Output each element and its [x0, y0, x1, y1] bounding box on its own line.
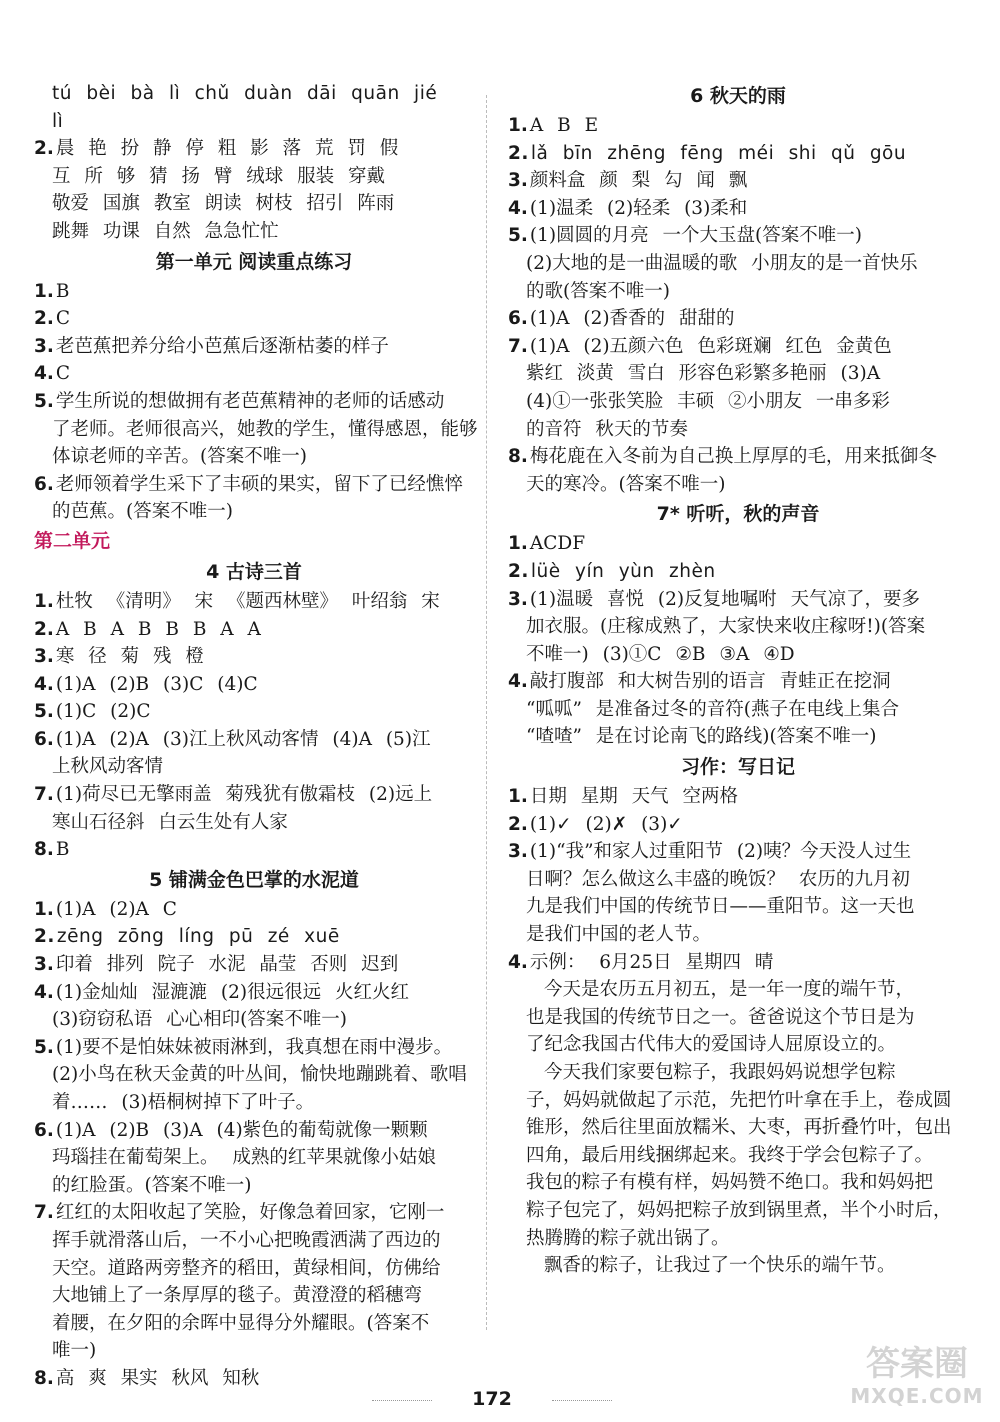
answer-continuation: “呱呱” 是准备过冬的音符(燕子在电线上集合	[526, 698, 900, 720]
answer-item	[34, 726, 474, 754]
answer-continuation: 的红脸蛋。(答案不唯一)	[52, 1174, 252, 1196]
watermark-text: 答案圈	[866, 1344, 968, 1384]
answer-item	[34, 1117, 474, 1145]
answer-text: lǎ bīn zhēng fēng méi shi qǔ gōu	[530, 142, 907, 164]
answer-item	[508, 443, 968, 471]
answer-text: (1)A (2)B (3)A (4)紫色的葡萄就像一颗颗	[55, 1119, 428, 1141]
answer-continuation: 锥形，然后往里面放糯米、大枣，再折叠竹叶，包出	[526, 1117, 952, 1139]
answer-continuation: 九是我们中国的传统节日——重阳节。这一天也	[526, 896, 915, 918]
page-number: 172	[472, 1388, 512, 1410]
answer-item	[34, 388, 474, 416]
answer-text: 老芭蕉把养分给小芭蕉后逐渐枯萎的样子	[55, 335, 389, 357]
answer-item	[34, 588, 474, 616]
answer-number: 1.	[508, 786, 528, 808]
answer-continuation: 着腰，在夕阳的余晖中显得分外耀眼。(答案不	[52, 1312, 430, 1334]
answer-text: (1)温柔 (2)轻柔 (3)柔和	[529, 197, 748, 219]
answer-item	[34, 951, 474, 979]
answer-text: 敲打腹部 和大树告别的语言 青蛙正在挖洞	[529, 671, 891, 693]
answer-number: 1.	[34, 898, 54, 920]
answer-continuation: 子，妈妈就做起了示范，先把竹叶拿在手上，卷成圆	[526, 1089, 952, 1111]
answer-number: 2.	[34, 926, 55, 948]
pinyin-line: tú bèi bà lì chǔ duàn dāi quān jié	[52, 83, 438, 104]
answer-number: 3.	[508, 170, 528, 192]
answer-item	[508, 783, 968, 811]
answer-item	[34, 923, 474, 951]
answer-number: 5.	[34, 1036, 54, 1058]
answer-text: 老师领着学生采下了丰硕的果实，留下了已经憔悴	[55, 473, 463, 495]
answer-number: 2.	[508, 142, 529, 164]
answer-item	[34, 360, 474, 388]
section-heading: 4 古诗三首	[206, 560, 302, 583]
answer-continuation: 四角，最后用线捆绑起来。我终于学会包粽子了。	[526, 1144, 934, 1166]
answer-text: C	[55, 363, 71, 385]
page-number-ornament-right	[552, 1400, 612, 1402]
answer-number: 2.	[508, 560, 529, 582]
answer-number: 2.	[508, 813, 528, 835]
answer-continuation: 天的寒冷。(答案不唯一)	[526, 473, 726, 495]
answer-continuation: 敬爱 国旗 教室 朗读 树枝 招引 阵雨	[52, 193, 395, 215]
diary-paragraph: 今天我们家要包粽子，我跟妈妈说想学包粽	[544, 1062, 896, 1083]
answer-text: lüè yín yùn zhèn	[530, 560, 716, 582]
diary-paragraph: 今天是农历五月初五，是一年一度的端午节，	[544, 979, 915, 1001]
answer-number: 7.	[34, 1202, 54, 1224]
answer-continuation: 日啊？怎么做这么丰盛的晚饭？ 农历的九月初	[526, 868, 910, 890]
answer-item	[508, 530, 968, 558]
answer-number: 7.	[34, 784, 54, 806]
answer-item	[34, 1034, 474, 1062]
answer-text: (1)A (2)B (3)C (4)C	[55, 673, 258, 695]
answer-item	[34, 781, 474, 809]
answer-text: (1)A (2)A (3)江上秋风动客情 (4)A (5)江	[55, 728, 431, 750]
answer-item	[508, 558, 968, 586]
answer-text: (1)A (2)五颜六色 色彩斑斓 红色 金黄色	[529, 335, 892, 357]
answer-text: (1)圆圆的月亮 一个大玉盘(答案不唯一)	[529, 225, 862, 247]
answer-text: C	[55, 308, 71, 330]
answer-item	[34, 896, 474, 924]
answer-item	[34, 135, 474, 163]
answer-number: 3.	[34, 646, 54, 668]
answer-item	[34, 1199, 474, 1227]
answer-continuation: 也是我国的传统节日之一。爸爸说这个节日是为	[526, 1006, 915, 1028]
answer-number: 4.	[34, 673, 54, 695]
answer-text: 晨 艳 扮 静 停 粗 影 落 荒 罚 假	[55, 138, 399, 160]
answer-number: 4.	[508, 951, 528, 973]
answer-number: 2.	[34, 308, 54, 330]
answer-continuation: 互 所 够 猜 扬 臂 绒球 服装 穿戴	[52, 165, 386, 187]
answer-text: A B A B B B A A	[55, 618, 261, 640]
answer-item	[34, 616, 474, 644]
answer-text: (1)要不是怕妹妹被雨淋到，我真想在雨中漫步。	[55, 1036, 453, 1058]
answer-item	[34, 698, 474, 726]
answer-continuation: 上秋风动客情	[52, 756, 164, 778]
answer-continuation: 天空。道路两旁整齐的稻田，黄绿相间，仿佛给	[52, 1257, 441, 1279]
answer-text: 红红的太阳收起了笑脸，好像急着回家，它刚一	[55, 1202, 445, 1224]
answer-number: 2.	[34, 138, 54, 160]
answer-item	[508, 195, 968, 223]
answer-number: 8.	[34, 839, 54, 861]
answer-continuation: 粽子包完了，妈妈把粽子放到锅里煮，半个小时后，	[526, 1199, 952, 1221]
answer-text: 高 爽 果实 秋风 知秋	[55, 1367, 260, 1389]
answer-continuation: (2)大地的是一曲温暖的歌 小朋友的是一首快乐	[526, 252, 918, 274]
answer-text: (1)金灿灿 湿漉漉 (2)很远很远 火红火红	[55, 981, 409, 1003]
answer-continuation: 大地铺上了一条厚厚的毯子。黄澄澄的稻穗弯	[52, 1285, 423, 1307]
answer-continuation: 是我们中国的老人节。	[526, 924, 712, 946]
watermark-url: MXQE.COM	[850, 1384, 984, 1408]
answer-item	[508, 838, 968, 866]
answer-continuation: 唯一)	[52, 1340, 97, 1362]
answer-text: (1)A (2)A C	[55, 898, 177, 920]
answer-text: 印着 排列 院子 水泥 晶莹 否则 迟到	[55, 954, 399, 976]
answer-item	[508, 140, 968, 168]
answer-text: zēng zōng líng pū zé xuē	[56, 926, 340, 948]
left-column	[34, 80, 478, 1393]
answer-number: 6.	[508, 308, 528, 330]
answer-item	[34, 836, 474, 864]
answer-number: 3.	[34, 954, 54, 976]
answer-item	[34, 643, 474, 671]
answer-item	[508, 333, 968, 361]
watermark-logo	[842, 1344, 992, 1414]
answer-number: 7.	[508, 335, 528, 357]
answer-text: (1)✓ (2)✗ (3)✓	[529, 813, 683, 835]
answer-item	[508, 167, 968, 195]
answer-number: 4.	[508, 671, 528, 693]
answer-text: ACDF	[529, 533, 586, 555]
answer-text: (1)温暖 喜悦 (2)反复地嘱咐 天气凉了，要多	[529, 588, 920, 610]
answer-item	[34, 471, 474, 499]
answer-text: A B E	[529, 115, 599, 136]
answer-continuation: 加衣服。(庄稼成熟了，大家快来收庄稼呀!)(答案	[526, 616, 926, 638]
section-heading: 5 铺满金色巴掌的水泥道	[149, 868, 359, 891]
answer-number: 8.	[508, 446, 528, 468]
answer-item	[34, 1365, 474, 1393]
section-heading: 第一单元 阅读重点练习	[155, 250, 353, 273]
answer-text: 寒 径 菊 残 橙	[55, 646, 204, 668]
answer-item	[34, 305, 474, 333]
answer-continuation: 着…… (3)梧桐树掉下了叶子。	[52, 1092, 315, 1113]
answer-continuation: 了老师。老师很高兴，她教的学生，懂得感恩，能够	[52, 418, 478, 440]
answer-continuation: 寒山石径斜 白云生处有人家	[52, 811, 288, 833]
answer-text: (1)荷尽已无擎雨盖 菊残犹有傲霜枝 (2)远上	[55, 784, 433, 806]
answer-item	[508, 305, 968, 333]
page-number-ornament-left	[372, 1400, 432, 1402]
answer-number: 5.	[34, 390, 54, 412]
answer-number: 6.	[34, 473, 54, 495]
answer-number: 5.	[34, 701, 54, 723]
answer-number: 6.	[34, 1119, 54, 1141]
answer-number: 6.	[34, 728, 54, 750]
answer-continuation: 体谅老师的辛苦。(答案不唯一)	[52, 446, 307, 468]
answer-continuation: (3)窃窃私语 心心相印(答案不唯一)	[52, 1009, 348, 1031]
answer-item	[508, 668, 968, 696]
answer-text: 梅花鹿在入冬前为自己换上厚厚的毛，用来抵御冬	[529, 446, 937, 468]
column-divider	[486, 95, 487, 1330]
answer-continuation: (2)小鸟在秋天金黄的叶丛间，愉快地蹦跳着、歌唱	[52, 1064, 467, 1086]
answer-number: 4.	[34, 981, 54, 1003]
answer-text: B	[55, 839, 70, 861]
answer-item	[34, 278, 474, 306]
answer-item	[34, 671, 474, 699]
answer-text: (1)A (2)香香的 甜甜的	[529, 308, 735, 330]
answer-number: 4.	[508, 197, 528, 219]
answer-item	[508, 949, 968, 977]
answer-number: 3.	[508, 588, 528, 610]
answer-number: 8.	[34, 1367, 54, 1389]
answer-continuation: 不唯一) (3)①C ②B ③A ④D	[526, 643, 795, 665]
pinyin-line: lì	[52, 110, 64, 132]
answer-continuation: (4)①一张张笑脸 丰硕 ②小朋友 一串多彩	[526, 390, 890, 412]
answer-text: 学生所说的想做拥有老芭蕉精神的老师的话感动	[55, 390, 445, 412]
diary-paragraph: 飘香的粽子，让我过了一个快乐的端午节。	[544, 1255, 896, 1277]
answer-continuation: 紫红 淡黄 雪白 形容色彩繁多艳丽 (3)A	[526, 363, 881, 385]
answer-item	[34, 333, 474, 361]
answer-number: 1.	[508, 533, 528, 555]
answer-number: 5.	[508, 225, 528, 247]
unit-heading: 第二单元	[34, 529, 111, 552]
answer-number: 4.	[34, 363, 54, 385]
answer-text: (1)C (2)C	[55, 701, 151, 723]
section-heading: 7* 听听，秋的声音	[656, 503, 820, 526]
answer-number: 2.	[34, 618, 54, 640]
answer-text: (1)“我”和家人过重阳节 (2)咦？今天没人过生	[529, 841, 912, 863]
answer-number: 1.	[508, 115, 528, 136]
answer-continuation: 玛瑙挂在葡萄架上。 成熟的红苹果就像小姑娘	[52, 1147, 436, 1169]
answer-item	[508, 811, 968, 839]
answer-continuation: 了纪念我国古代伟大的爱国诗人屈原设立的。	[526, 1034, 897, 1056]
section-heading: 6 秋天的雨	[690, 85, 786, 107]
answer-item	[508, 222, 968, 250]
answer-number: 3.	[34, 335, 54, 357]
answer-number: 1.	[34, 590, 54, 612]
answer-text: B	[55, 280, 70, 302]
answer-continuation: 的芭蕉。(答案不唯一)	[52, 501, 233, 523]
answer-number: 1.	[34, 280, 54, 302]
section-heading: 习作：写日记	[680, 756, 795, 779]
answer-item	[508, 586, 968, 614]
answer-continuation: 挥手就滑落山后，一不小心把晚霞洒满了西边的	[52, 1229, 441, 1251]
answer-text: 示例： 6月25日 星期四 晴	[529, 951, 774, 973]
answer-text: 杜牧 《清明》 宋 《题西林壁》 叶绍翁 宋	[55, 590, 440, 612]
answer-continuation: 的音符 秋天的节奏	[526, 418, 688, 440]
answer-continuation: 我包的粽子有模有样，妈妈赞不绝口。我和妈妈把	[526, 1172, 934, 1194]
answer-text: 颜料盒 颜 梨 勾 闻 飘	[529, 170, 748, 192]
answer-continuation: “喳喳” 是在讨论南飞的路线)(答案不唯一)	[526, 726, 877, 748]
answer-continuation: 跳舞 功课 自然 急急忙忙	[52, 220, 279, 242]
answer-item	[508, 112, 968, 140]
answer-text: 日期 星期 天气 空两格	[529, 786, 739, 808]
answer-number: 3.	[508, 841, 528, 863]
answer-continuation: 热腾腾的粽子就出锅了。	[526, 1227, 730, 1249]
answer-item	[34, 979, 474, 1007]
answer-continuation: 的歌(答案不唯一)	[526, 280, 670, 302]
right-column	[508, 80, 968, 1280]
